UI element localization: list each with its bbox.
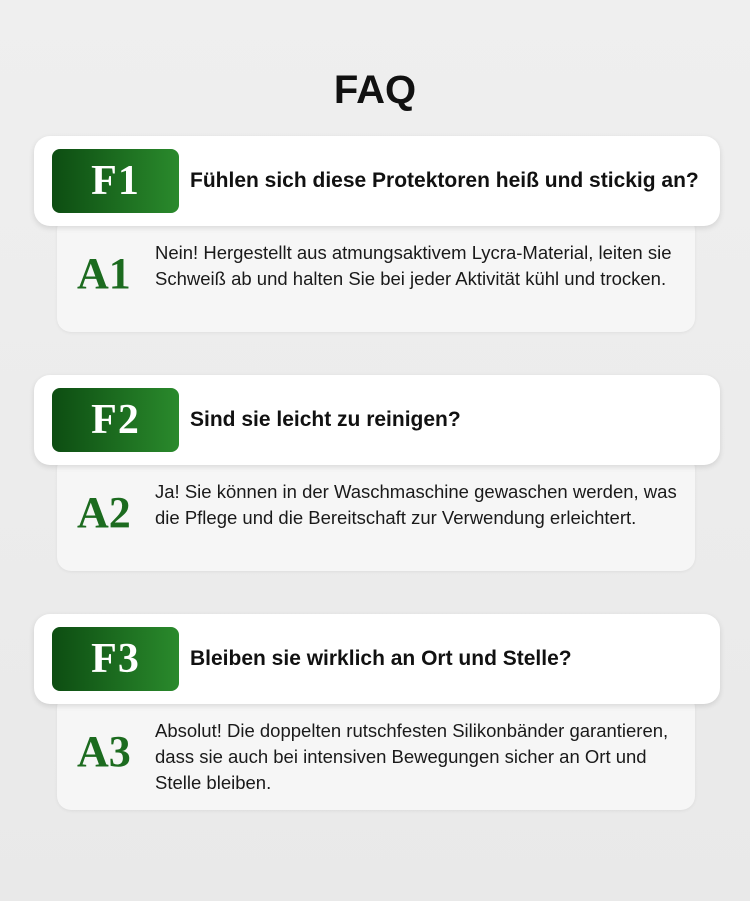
question-text: Bleiben sie wirklich an Ort und Stelle? (190, 647, 572, 670)
answer-card (57, 216, 695, 332)
question-text: Sind sie leicht zu reinigen? (190, 408, 461, 431)
faq-item (0, 136, 750, 356)
question-badge: F3 (52, 627, 179, 691)
faq-item (0, 375, 750, 595)
question-card[interactable] (34, 375, 720, 465)
answer-label: A1 (77, 249, 131, 298)
question-badge: F1 (52, 149, 179, 213)
answer-text: Ja! Sie können in der Waschmaschine gewaschen werden, was die Pflege und die Bereitschaft zur Verwendung erleichtert. (155, 481, 677, 528)
question-card[interactable] (34, 614, 720, 704)
faq-item (0, 614, 750, 834)
answer-text: Nein! Hergestellt aus atmungsaktivem Lycra-Material, leiten sie Schweiß ab und halten Sie bei jeder Aktivität kühl und trocken. (155, 242, 672, 289)
question-text: Fühlen sich diese Protektoren heiß und stickig an? (190, 169, 699, 192)
answer-card (57, 455, 695, 571)
question-badge: F2 (52, 388, 179, 452)
answer-label: A2 (77, 488, 131, 537)
page-title: FAQ (333, 68, 417, 112)
answer-text: Absolut! Die doppelten rutschfesten Silikonbänder garantieren, dass sie auch bei intensiven Bewegungen sicher an Ort und Stelle bleiben. (155, 720, 669, 793)
question-card[interactable] (34, 136, 720, 226)
answer-card (57, 694, 695, 810)
answer-label: A3 (77, 727, 131, 776)
